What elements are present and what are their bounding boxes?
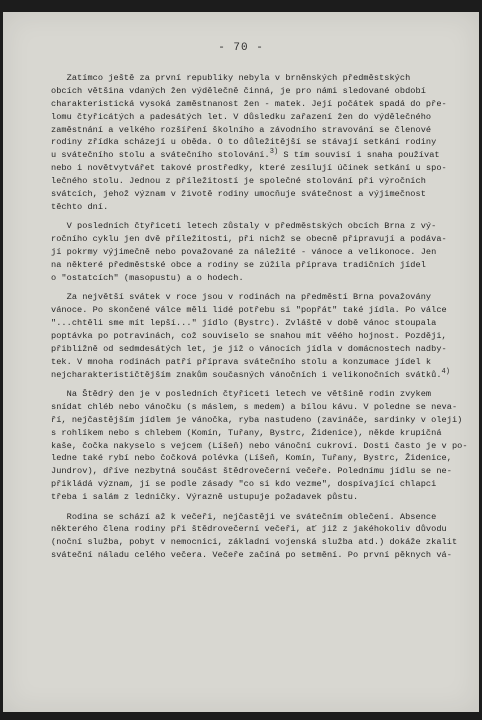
text-line: ří, nejčastějším jídlem je vánočka, ryba nastudeno (zavináče, sardinky v oleji)	[51, 414, 463, 425]
text-line: přikládá význam, jí se podle zásady "co si kdo vezme", dospívající chlapci	[51, 479, 437, 490]
paragraph	[51, 511, 458, 563]
text-segment: u svátečního stolu a svátečního stolování.	[51, 150, 270, 161]
text-line: "...chtěli sme mít lepší..." jídlo (Bystrc). Zvláště v době vánoc stoupala	[51, 318, 437, 329]
text-line: jí pokrmy výjimečně nebo považované za náležité - vánoce a velikonoce. Jen	[51, 247, 437, 258]
paragraph	[51, 72, 453, 214]
text-line: Za největší svátek v roce jsou v rodinách na předměstí Brna považovány	[51, 292, 432, 303]
text-line: na některé předměstské obce a rodiny se zúžila příprava tradičních jídel	[51, 259, 426, 270]
text-line: poptávka po potravinách, což souviselo se snahou mít věého hojnost. Později,	[51, 330, 447, 341]
text-line: zaměstnání a velkého rozšíření školního a závodního stravování se členové	[51, 124, 432, 135]
text-line: některého člena rodiny při štědrovečerní večeři, ať již z jakéhokoliv důvodu	[51, 524, 447, 535]
text-line: lomu čtyřicátých a padesátých let. V důsledku zařazení žen do výdělečného	[51, 111, 432, 122]
document-body	[51, 72, 468, 562]
text-line	[51, 369, 453, 382]
text-line: charakteristická vysoká zaměstnanost žen - matek. Její počátek spadá do pře-	[51, 98, 447, 109]
paragraph	[51, 388, 468, 504]
text-line: snídat chléb nebo vánočku (s máslem, s medem) a bílou kávu. V poledne se neva-	[51, 401, 458, 412]
document-page	[3, 12, 479, 712]
text-line: Jundrov), dříve nezbytná součást štědrovečerní večeře. Polednímu jídlu se ne-	[51, 466, 452, 477]
text-line: přibližně od sedmdesátých let, je již o vánocích jídla v domácnostech nadby-	[51, 343, 447, 354]
text-line: (noční služba, pobyt v nemocnici, základní vojenská služba atd.) dokáže zkalit	[51, 537, 458, 548]
text-line: těchto dní.	[51, 201, 109, 212]
text-line: nebo i novětvytvářet takové prostředky, které zesilují účinek setkání u spo-	[51, 163, 447, 174]
text-segment: nejcharakterističtějším znakům současných vánočních i velikonočních svátků.	[51, 369, 442, 380]
text-line: Rodina se schází až k večeři, nejčastěji ve svátečním oblečení. Absence	[51, 511, 437, 522]
text-line: lečného stolu. Jednou z příležitostí je společné stolování při výročních	[51, 176, 426, 187]
text-line: rodiny zřídka scházejí u oběda. O to důležitější se stávají setkání rodiny	[51, 137, 437, 148]
footnote-marker: 3)	[269, 148, 279, 157]
text-line: ledne také rybí nebo čočková polévka (Líšeň, Komín, Tuřany, Bystrc, Židenice,	[51, 453, 452, 464]
text-line	[51, 149, 453, 162]
text-line: tek. V mnoha rodinách patří příprava svátečního stolu a konzumace jídel k	[51, 356, 432, 367]
text-line: vánoce. Po skončené válce měli lidé potřebu si "popřát" také jídla. Po válce	[51, 305, 447, 316]
text-line: Zatímco ještě za první republiky nebyla v brněnských předměstských	[51, 73, 411, 83]
page-number: - 70 -	[218, 42, 264, 54]
text-line: Na Štědrý den je v posledních čtyřiceti letech ve většině rodin zvykem	[51, 388, 432, 399]
text-line: V posledních čtyřiceti letech zůstaly v předměstských obcích Brna z vý-	[51, 221, 437, 232]
text-segment: S tím souvisí i snaha používat	[278, 150, 440, 161]
paragraph	[51, 291, 453, 381]
text-line: svátcích, jehož význam v životě rodiny umocňuje svátečnost a výjimečnost	[51, 189, 426, 200]
text-line: obcích většina vdaných žen výdělečně činná, je pro námi sledované období	[51, 85, 426, 96]
text-line: s rohlíkem nebo s chlebem (Komín, Tuřany, Bystrc, Židenice), někde krupičná	[51, 427, 442, 438]
text-line: ročního cyklu jen dvě příležitosti, při nichž se obecně připravují a podáva-	[51, 234, 447, 245]
footnote-marker: 4)	[441, 367, 451, 376]
text-line: kaše, čočka nakyselo s vejcem (Líšeň) nebo vánoční cukroví. Dosti často je v po-	[51, 440, 468, 451]
text-line: sváteční náladu celého večera. Večeře začíná po setmění. Po první pěknych vá-	[51, 550, 452, 561]
text-line: o "ostatcích" (masopustu) a o hodech.	[51, 272, 244, 283]
paragraph	[51, 220, 453, 284]
text-line: třeba i salám z ledničky. Výrazně ustupuje požadavek půstu.	[51, 492, 359, 503]
